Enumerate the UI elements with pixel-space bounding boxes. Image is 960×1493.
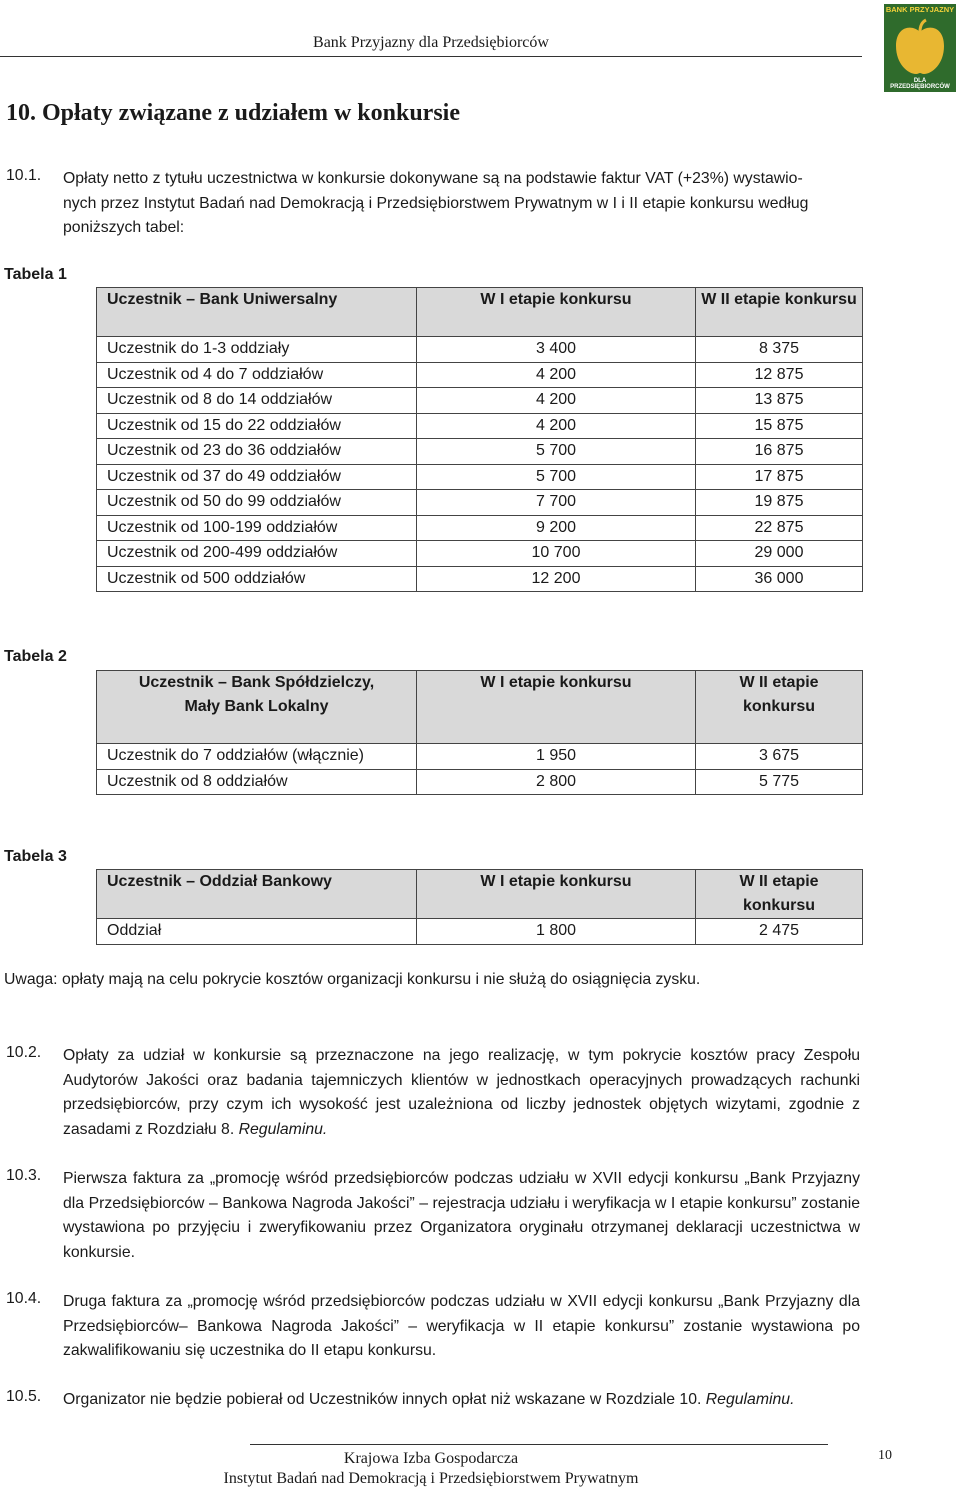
- paragraph-10-2: [63, 1044, 860, 1142]
- table-row: [97, 515, 863, 541]
- column-header: W I etapie konkursu: [417, 288, 696, 337]
- table-cell: Uczestnik od 8 oddziałów: [97, 769, 417, 795]
- table-cell: Uczestnik od 4 do 7 oddziałów: [97, 362, 417, 388]
- table-label: Tabela 2: [4, 648, 67, 665]
- paragraph-text: Organizator nie będzie pobierał od Uczestników innych opłat niż wskazane w Rozdziale 10.: [63, 1391, 702, 1408]
- paragraph-10-1: [63, 167, 860, 241]
- table-cell: 2 475: [696, 919, 863, 945]
- paragraph-italic: Regulaminu.: [705, 1391, 795, 1408]
- table-cell: 4 200: [417, 362, 696, 388]
- paragraph-10-4: [63, 1290, 860, 1364]
- paragraph-text: Opłaty za udział w konkursie są przeznaczone na jego realizację, w tym pokrycie kosztów pracy Zespołu Audytorów Jakości oraz badania tajemniczych klientów w jednostkach operacyjnych prowadzących rachunki przedsiębiorców, przy czym ich wysokość jest uzależniona od liczby jednostek objętych wizytami, zgodnie z zasadami z Rozdziału 8.: [63, 1047, 860, 1138]
- column-header: Uczestnik – Oddział Bankowy: [97, 870, 417, 919]
- table-cell: 12 200: [417, 566, 696, 592]
- table-label: Tabela 1: [4, 266, 67, 283]
- table-cell: 17 875: [696, 464, 863, 490]
- table-cell: 15 875: [696, 413, 863, 439]
- fee-table-2: [96, 670, 863, 795]
- column-header: Uczestnik – Bank Uniwersalny: [97, 288, 417, 337]
- column-header: W II etapie konkursu: [696, 288, 863, 337]
- table-cell: 4 200: [417, 413, 696, 439]
- table-row: [97, 769, 863, 795]
- table-cell: 19 875: [696, 490, 863, 516]
- paragraph-10-3: [63, 1167, 860, 1265]
- table-cell: 29 000: [696, 541, 863, 567]
- table-row: [97, 413, 863, 439]
- running-header: Bank Przyjazny dla Przedsiębiorców: [313, 34, 549, 51]
- logo-top-text: BANK PRZYJAZNY: [885, 5, 955, 14]
- table-row: [97, 744, 863, 770]
- table-cell: Uczestnik od 15 do 22 oddziałów: [97, 413, 417, 439]
- page-number: 10: [878, 1448, 892, 1463]
- table-cell: 12 875: [696, 362, 863, 388]
- table-cell: 2 800: [417, 769, 696, 795]
- paragraph-number: 10.2.: [6, 1044, 42, 1061]
- table-cell: 8 375: [696, 337, 863, 363]
- table-cell: 9 200: [417, 515, 696, 541]
- paragraph-italic: Regulaminu.: [238, 1120, 328, 1138]
- fee-table-1: [96, 287, 863, 592]
- table-cell: 3 675: [696, 744, 863, 770]
- table-cell: 5 700: [417, 439, 696, 465]
- table-label: Tabela 3: [4, 848, 67, 865]
- table-row: [97, 464, 863, 490]
- table-row: [97, 919, 863, 945]
- table-row: [97, 439, 863, 465]
- fee-table-3: [96, 869, 863, 945]
- paragraph-number: 10.5.: [6, 1388, 42, 1405]
- table-row: [97, 337, 863, 363]
- footer-rule: [250, 1444, 828, 1445]
- table-cell: 7 700: [417, 490, 696, 516]
- table-row: [97, 566, 863, 592]
- section-title: 10. Opłaty związane z udziałem w konkursie: [6, 100, 460, 126]
- table-cell: Uczestnik od 50 do 99 oddziałów: [97, 490, 417, 516]
- table-row: [97, 541, 863, 567]
- paragraph-number: 10.4.: [6, 1290, 42, 1307]
- table-cell: 1 950: [417, 744, 696, 770]
- paragraph-line: nych przez Instytut Badań nad Demokracją i Przedsiębiorstwem Prywatnym w I i II etapie konkursu według: [63, 194, 809, 212]
- paragraph-number: 10.1.: [6, 167, 42, 184]
- paragraph-number: 10.3.: [6, 1167, 42, 1184]
- table-row: [97, 388, 863, 414]
- table-cell: 16 875: [696, 439, 863, 465]
- table-cell: 5 775: [696, 769, 863, 795]
- header-rule: [0, 56, 862, 57]
- table-cell: Uczestnik do 7 oddziałów (włącznie): [97, 744, 417, 770]
- footer-line-1: Krajowa Izba Gospodarcza: [343, 1450, 519, 1467]
- column-header: W II etapie konkursu: [696, 671, 863, 744]
- table-cell: 36 000: [696, 566, 863, 592]
- table-row: [97, 362, 863, 388]
- column-header: W II etapie konkursu: [696, 870, 863, 919]
- table-cell: 1 800: [417, 919, 696, 945]
- table-cell: Uczestnik od 200-499 oddziałów: [97, 541, 417, 567]
- bank-logo: [884, 4, 956, 92]
- table-cell: 3 400: [417, 337, 696, 363]
- table-cell: Uczestnik od 8 do 14 oddziałów: [97, 388, 417, 414]
- logo-bottom-text: DLA PRZEDSIĘBIORCÓW: [890, 78, 950, 90]
- column-header: Uczestnik – Bank Spółdzielczy, Mały Bank Lokalny: [97, 671, 417, 744]
- table-cell: 22 875: [696, 515, 863, 541]
- table-cell: 10 700: [417, 541, 696, 567]
- table-cell: Uczestnik od 23 do 36 oddziałów: [97, 439, 417, 465]
- footer-line-2: Instytut Badań nad Demokracją i Przedsiębiorstwem Prywatnym: [223, 1470, 639, 1487]
- paragraph-text: Pierwsza faktura za „promocję wśród przedsiębiorców podczas udziału w XVII edycji konkursu „Bank Przyjazny dla Przedsiębiorców – Bankowa Nagroda Jakości” – rejestracja udziału i weryfikacja w I etapie konkursu” zostanie wystawiona po przyjęciu i zweryfikowaniu przez Organizatora oryginału otrzymanej deklaracji uczestnictwa w konkursie.: [63, 1170, 860, 1261]
- table-cell: Oddział: [97, 919, 417, 945]
- table-cell: 13 875: [696, 388, 863, 414]
- column-header: W I etapie konkursu: [417, 671, 696, 744]
- paragraph-10-5: [63, 1388, 860, 1413]
- table-cell: 5 700: [417, 464, 696, 490]
- table-cell: Uczestnik od 100-199 oddziałów: [97, 515, 417, 541]
- column-header: W I etapie konkursu: [417, 870, 696, 919]
- table-row: [97, 490, 863, 516]
- table-cell: Uczestnik od 500 oddziałów: [97, 566, 417, 592]
- fee-note: Uwaga: opłaty mają na celu pokrycie kosztów organizacji konkursu i nie służą do osiągnięcia zysku.: [4, 971, 701, 988]
- apple-icon: [892, 18, 948, 78]
- table-cell: Uczestnik od 37 do 49 oddziałów: [97, 464, 417, 490]
- table-cell: 4 200: [417, 388, 696, 414]
- paragraph-line: Opłaty netto z tytułu uczestnictwa w konkursie dokonywane są na podstawie faktur VAT (+23%) wystawio-: [63, 170, 803, 187]
- paragraph-line: poniższych tabel:: [63, 219, 185, 237]
- table-cell: Uczestnik do 1-3 oddziały: [97, 337, 417, 363]
- paragraph-text: Druga faktura za „promocję wśród przedsiębiorców podczas udziału w XVII edycji konkursu „Bank Przyjazny dla Przedsiębiorców– Bankowa Nagroda Jakości” – weryfikacja w II etapie konkursu” zostanie wystawiona po zakwalifikowaniu się uczestnika do II etapu konkursu.: [63, 1293, 860, 1360]
